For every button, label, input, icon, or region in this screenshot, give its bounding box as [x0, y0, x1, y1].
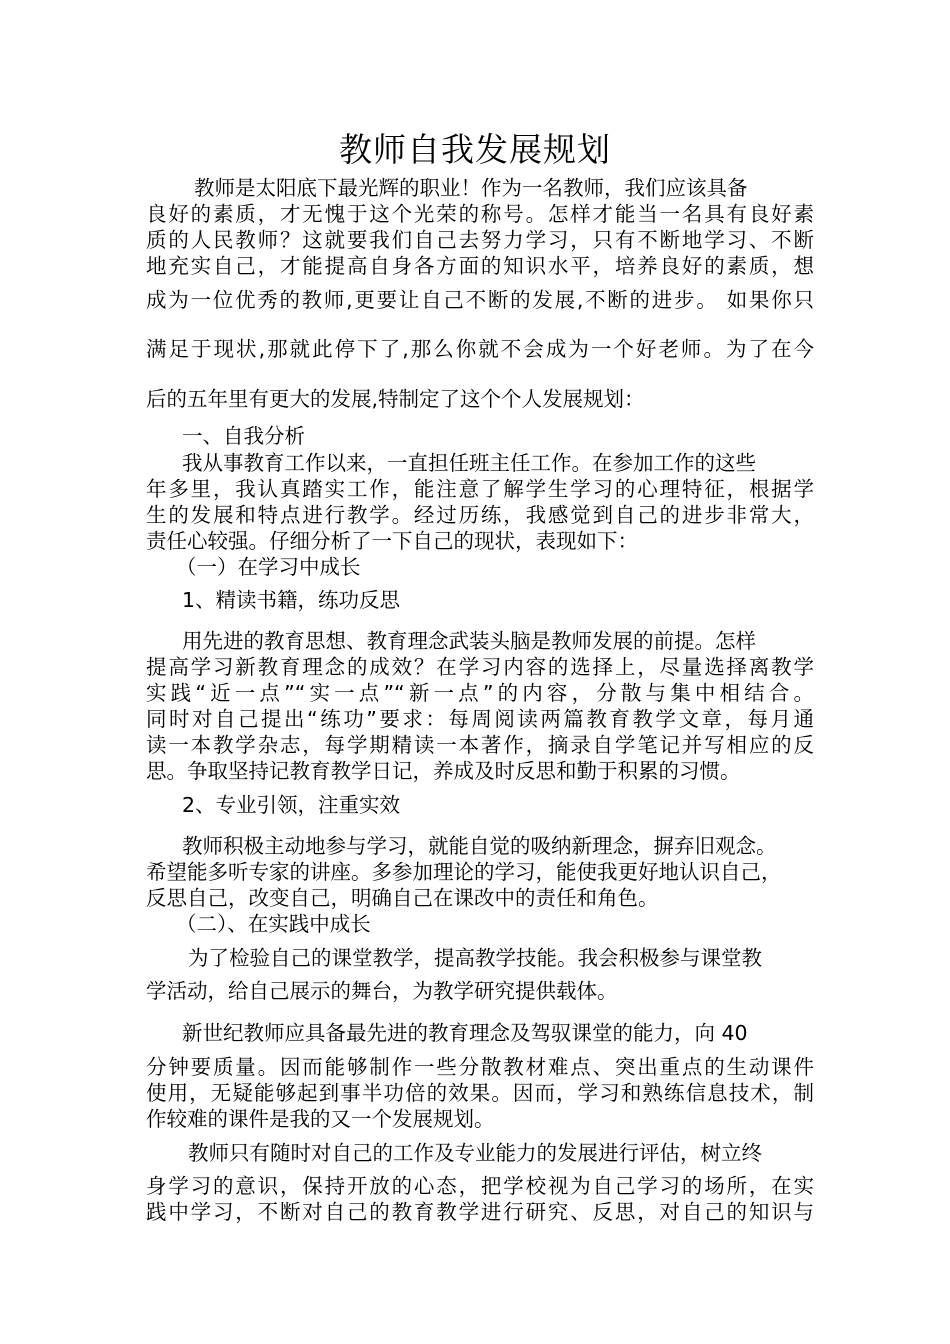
subsection-heading: 2、专业引领，注重实效: [182, 793, 401, 817]
text-line: 提高学习新教育理念的成效？在学习内容的选择上，尽量选择离教学: [146, 655, 814, 679]
text-line: 教师只有随时对自己的工作及专业能力的发展进行评估，树立终: [188, 1141, 762, 1165]
text-line: 身学习的意识，保持开放的心态，把学校视为自己学习的场所，在实: [146, 1174, 814, 1198]
text-line: 反思自己，改变自己，明确自己在课改中的责任和角色。: [146, 886, 659, 910]
section-heading: 一、自我分析: [182, 424, 305, 448]
text-line: 用先进的教育思想、教育理念武装头脑是教师发展的前提。怎样: [182, 629, 756, 653]
text-line: 后的五年里有更大的发展,特制定了这个个人发展规划：: [146, 387, 645, 411]
text-line: 责任心较强。仔细分析了一下自己的现状，表现如下：: [146, 529, 638, 553]
text-line: 践中学习，不断对自己的教育教学进行研究、反思，对自己的知识与: [146, 1200, 814, 1224]
text-line: 思。争取坚持记教育教学日记，养成及时反思和勤于积累的习惯。: [146, 759, 741, 783]
subsection-heading: （一）在学习中成长: [176, 555, 361, 579]
text-line: 同时对自己提出“练功”要求：每周阅读两篇教育教学文章，每月通: [146, 707, 814, 731]
text-line: 年多里，我认真踏实工作，能注意了解学生学习的心理特征，根据学: [146, 477, 814, 501]
text-line: 成为一位优秀的教师,更要让自己不断的发展,不断的进步。 如果你只: [146, 288, 814, 312]
text-line: 学活动，给自己展示的舞台，为教学研究提供载体。: [146, 979, 618, 1003]
text-line: 我从事教育工作以来，一直担任班主任工作。在参加工作的这些: [182, 451, 756, 475]
subsection-heading: （二）、在实践中成长: [176, 912, 371, 936]
text-line: 读一本教学杂志，每学期精读一本著作，摘录自学笔记并写相应的反: [146, 733, 814, 757]
text-line: 地充实自己，才能提高自身各方面的知识水平，培养良好的素质，想: [146, 254, 814, 278]
text-line: 教师积极主动地参与学习，就能自觉的吸纳新理念，摒弃旧观念。: [182, 834, 777, 858]
text-line: 良好的素质，才无愧于这个光荣的称号。怎样才能当一名具有良好素: [146, 202, 814, 226]
text-line: 作较难的课件是我的又一个发展规划。: [146, 1107, 495, 1131]
text-line: 质的人民教师？这就要我们自己去努力学习，只有不断地学习、不断: [146, 228, 814, 252]
text-line: 使用，无疑能够起到事半功倍的效果。因而，学习和熟练信息技术，制: [146, 1081, 814, 1105]
text-line: 希望能多听专家的讲座。多参加理论的学习，能使我更好地认识自己，: [146, 860, 782, 884]
text-line: 分钟要质量。因而能够制作一些分散教材难点、突出重点的生动课件: [146, 1055, 814, 1079]
text-line: 满足于现状,那就此停下了,那么你就不会成为一个好老师。为了在今: [146, 337, 814, 361]
text-line: 教师是太阳底下最光辉的职业！作为一名教师，我们应该具备: [194, 176, 748, 200]
text-line: 新世纪教师应具备最先进的教育理念及驾驭课堂的能力，向 40: [182, 1021, 748, 1045]
text-line: 实践“近一点”“实一点”“新一点”的内容，分散与集中相结合。: [146, 681, 814, 705]
text-line: 为了检验自己的课堂教学，提高教学技能。我会积极参与课堂教: [188, 946, 762, 970]
subsection-heading: 1、精读书籍，练功反思: [182, 588, 401, 612]
text-line: 生的发展和特点进行教学。经过历练，我感觉到自己的进步非常大，: [146, 503, 814, 527]
page-title: 教师自我发展规划: [339, 130, 611, 169]
